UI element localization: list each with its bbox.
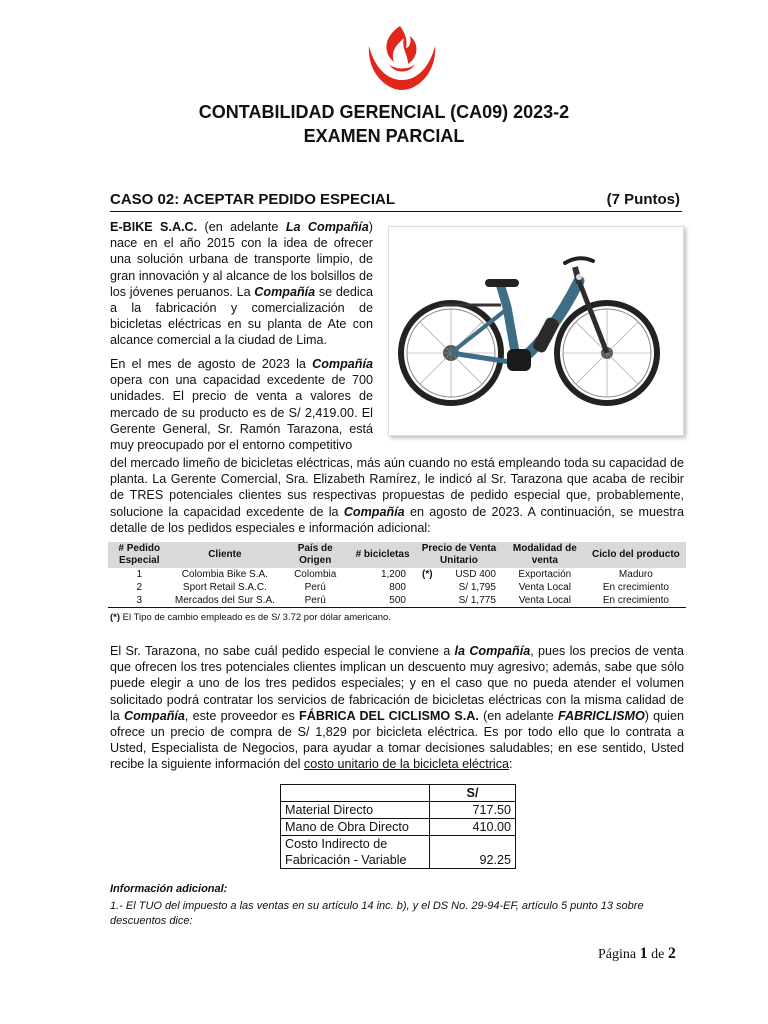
additional-info-text: 1.- El TUO del impuesto a las ventas en su artículo 14 inc. b), y el DS No. 29-94-EF, artículo 5 punto 13 sobre descuentos dice: (110, 900, 644, 927)
unit-cost-reference: costo unitario de la bicicleta eléctrica (303, 757, 510, 772)
table-row (108, 594, 686, 608)
university-logo (364, 24, 440, 92)
intro-paragraph (110, 219, 373, 349)
col-pedido: # Pedido Especial (108, 542, 170, 568)
current-page: 1 (639, 945, 648, 962)
text-run: El Sr. Tarazona, no sabe cuál pedido especial le conviene a (110, 644, 455, 658)
cell-precio (414, 568, 504, 581)
table-row (108, 581, 686, 594)
cell-ciclo: Maduro (618, 569, 653, 580)
cost-label: Material Directo (281, 802, 430, 819)
text-run: (en adelante (478, 708, 559, 723)
company-alias: la Compañía (454, 644, 531, 658)
cell-bicicletas: 800 (389, 582, 406, 593)
cell-precio-value: S/ 1,775 (458, 595, 496, 606)
cell-modalidad: Venta Local (504, 594, 586, 608)
col-ciclo: Ciclo del producto (586, 542, 686, 568)
cost-header-currency: S/ (430, 785, 516, 802)
cell-modalidad: Exportación (518, 569, 572, 580)
cell-precio (414, 581, 504, 594)
page-word: Página (598, 947, 637, 962)
col-modalidad: Modalidad de venta (504, 542, 586, 568)
col-precio: Precio de Venta Unitario (414, 542, 504, 568)
cell-pais: Colombia (294, 569, 337, 580)
cell-bicicletas: 500 (351, 594, 414, 608)
text-run: (en adelante (197, 220, 286, 234)
cell-pais: Perú (304, 582, 326, 593)
col-pais: País de Origen (279, 542, 351, 568)
cell-bicicletas: 1,200 (380, 569, 406, 580)
case-heading (110, 191, 682, 212)
cost-value: 410.00 (430, 819, 516, 836)
electric-bike-illustration (389, 227, 683, 435)
cost-value: 717.50 (430, 802, 516, 819)
table-row (281, 802, 516, 819)
text-run: : (509, 757, 513, 772)
cell-precio (414, 594, 504, 608)
col-bicicletas: # bicicletas (351, 542, 414, 568)
col-cliente: Cliente (170, 542, 279, 568)
cell-cliente: Mercados del Sur S.A. (170, 594, 279, 608)
cell-ciclo: En crecimiento (586, 594, 686, 608)
cell-pais: Perú (279, 594, 351, 608)
cost-value: 92.25 (430, 836, 516, 869)
text-run: En el mes de agosto de 2023 la (110, 357, 313, 371)
cell-ciclo: En crecimiento (602, 582, 669, 593)
cost-label-line1: Costo Indirecto de (285, 837, 388, 851)
supplier-name: FÁBRICA DEL CICLISMO S.A. (299, 708, 479, 723)
company-alias: La Compañía (285, 220, 369, 234)
unit-cost-table (280, 784, 516, 869)
course-title: CONTABILIDAD GERENCIAL (CA09) 2023-2 (198, 102, 570, 122)
exam-title: EXAMEN PARCIAL (303, 126, 465, 146)
company-name: E-BIKE S.A.C. (110, 220, 198, 234)
page-number (598, 945, 676, 963)
cell-pedido: 3 (108, 594, 170, 608)
total-pages: 2 (667, 945, 676, 962)
cost-header-row (281, 785, 516, 802)
cell-precio-value: USD 400 (455, 569, 496, 580)
additional-info-heading: Información adicional: (110, 883, 228, 895)
decision-paragraph (110, 643, 684, 773)
supplier-alias: FABRICLISMO (558, 708, 645, 723)
text-run: se dedica a la fabricación y comercialización de bicicletas eléctricas en su planta de Ate con alcance comercial a la ciudad de Lima. (110, 284, 373, 348)
text-run: del mercado limeño de bicicletas eléctricas, más aún cuando no está empleando toda su capacidad de planta. La Gerente Comercial, Sra. Elizabeth Ramírez, le indicó al Sr. Tarazona que acaba de recibir de TRES potenciales clientes sus respectivas propuestas de pedido especial que, probablemente, solucione la capacidad excedente de la (110, 456, 684, 519)
cell-cliente: Sport Retail S.A.C. (182, 582, 267, 593)
bike-photo (388, 226, 684, 436)
cost-header-empty (281, 785, 430, 802)
cell-pedido: 1 (136, 569, 143, 580)
cell-modalidad: Venta Local (518, 582, 571, 593)
company-alias: Compañía (124, 708, 185, 723)
text-run: en agosto de 2023. A continuación, se muestra detalle de los pedidos especiales e información adicional: (110, 504, 684, 535)
table-header-row (108, 542, 686, 568)
company-alias: Compañía (312, 357, 373, 371)
cost-label-line2: Fabricación - Variable (285, 853, 407, 867)
exchange-note-mark: (*) (421, 569, 433, 580)
text-run: ) quien ofrece un precio de compra de S/ 1,829 por bicicleta eléctrica. Es por todo ello que lo contrata a Usted, Especialista de Negocios, para ayudar a tomar decisiones saludables; en ese sentido, Usted recibe la siguiente información del (110, 708, 684, 772)
case-title: CASO 02: ACEPTAR PEDIDO ESPECIAL (110, 191, 396, 208)
table-row (281, 819, 516, 836)
note-text: El Tipo de cambio empleado es de S/ 3.72 por dólar americano. (120, 612, 391, 623)
of-word: de (651, 947, 665, 962)
note-mark: (*) (110, 612, 121, 623)
company-alias: Compañía (254, 284, 316, 299)
text-run: ) nace en el año 2015 con la idea de ofrecer una solución urbana de transporte limpio, de gran innovación y al alcance de los bolsillos de los jóvenes peruanos. La (110, 220, 373, 299)
text-run: , este proveedor es (184, 708, 300, 723)
text-run: , pues los precios de venta que ofrecen los tres potenciales clientes implican un descuento muy agresivo; además, sabe que sólo puede elegir a uno de los tres pedidos especiales; y en el caso que no pueda atender el volumen solicitado podrá contratar los servicios de fabricación de bicicletas eléctricas con la misma calidad de la (110, 644, 684, 723)
context-paragraph-bottom (110, 455, 684, 536)
cell-precio-value: S/ 1,795 (458, 582, 496, 593)
cost-label: Mano de Obra Directo (281, 819, 430, 836)
special-orders-table (108, 542, 686, 608)
company-alias: Compañía (343, 504, 405, 519)
cell-cliente: Colombia Bike S.A. (181, 569, 268, 580)
table-row (281, 836, 516, 869)
text-run: opera con una capacidad excedente de 700 unidades. El precio de venta a valores de mercado de su producto es de S/ 2,419.00. El Gerente General, Sr. Ramón Tarazona, está muy preocupado por el entorno competitivo (110, 373, 373, 453)
case-points: (7 Puntos) (606, 191, 680, 208)
exchange-rate-note (110, 612, 391, 623)
table-row (108, 568, 686, 581)
cost-label (281, 836, 430, 869)
cell-pedido: 2 (136, 582, 143, 593)
context-paragraph-top (110, 356, 373, 453)
